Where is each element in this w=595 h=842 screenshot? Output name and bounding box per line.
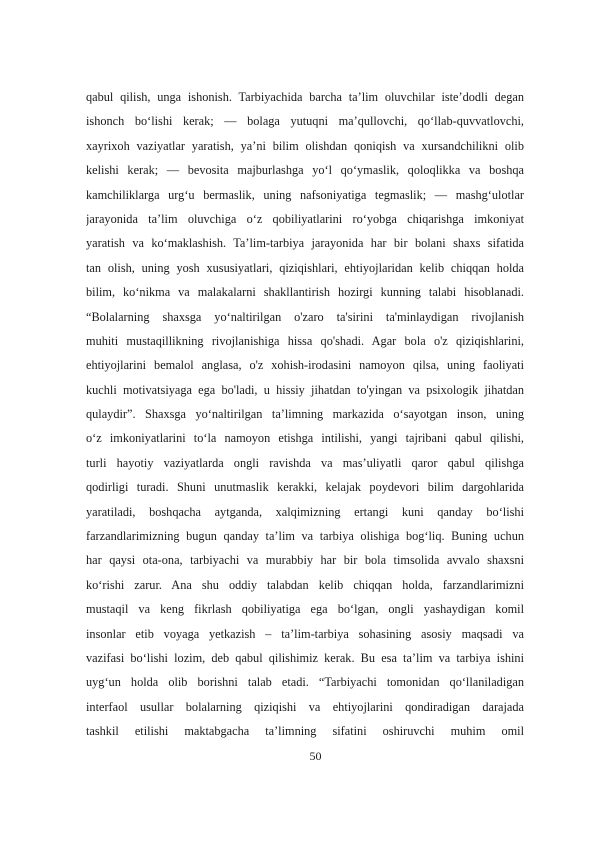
- text-line: turli hayotiy vaziyatlarda ongli ravishda va mas’uliyatli qaror qabul qilishga: [86, 455, 524, 470]
- text-line: qodirligi turadi. Shuni unutmaslik kerakki, kelajak poydevori bilim dargohlarida: [86, 480, 524, 495]
- text-line: mustaqil va keng fikrlash qobiliyatiga ega bo‘lgan, ongli yashaydigan komil: [86, 602, 524, 617]
- text-line: xayrixoh vaziyatlar yaratish, ya’ni bilim olishdan qoniqish va xursandchilikni olib: [86, 138, 524, 153]
- text-line: kuchli motivatsiyaga ega bo'ladi, u hissiy jihatdan to'yingan va psixologik jihatdan: [86, 382, 524, 397]
- text-line: kamchiliklarga urg‘u bermaslik, uning nafsoniyatiga tegmaslik; — mashg‘ulotlar: [86, 187, 524, 202]
- text-line: bilim, ko‘nikma va malakalarni shakllantirish hozirgi kunning talabi hisoblanadi.: [86, 285, 524, 300]
- text-line: ko‘rishi zarur. Ana shu oddiy talabdan kelib chiqqan holda, farzandlarimizni: [86, 577, 524, 592]
- text-line: interfaol usullar bolalarning qiziqishi va ehtiyojlarini qondiradigan darajada: [86, 699, 524, 714]
- text-line: insonlar etib voyaga yetkazish – ta’lim-tarbiya sohasining asosiy maqsadi va: [86, 626, 524, 641]
- text-line: qulaydir”. Shaxsga yo‘naltirilgan ta’limning markazida o‘sayotgan inson, uning: [86, 407, 524, 422]
- text-line: tan olish, uning yosh xususiyatlari, qiziqishlari, ehtiyojlaridan kelib chiqqan holda: [86, 260, 524, 275]
- text-line: tashkil etilishi maktabgacha ta’limning sifatini oshiruvchi muhim omil: [86, 724, 524, 739]
- text-line: yaratiladi, boshqacha aytganda, xalqimizning ertangi kuni qanday bo‘lishi: [86, 504, 524, 519]
- text-line: vazifasi bo‘lishi lozim, deb qabul qilishimiz kerak. Bu esa ta’lim va tarbiya ishini: [86, 650, 524, 665]
- text-line: uyg‘un holda olib borishni talab etadi. “Tarbiyachi tomonidan qo‘llaniladigan: [86, 675, 524, 690]
- page-number: 50: [309, 749, 322, 763]
- text-line: muhiti mustaqillikning rivojlanishiga hissa qo'shadi. Agar bola o'z qiziqishlarini,: [86, 333, 524, 348]
- text-line: kelishi kerak; — bevosita majburlashga yo‘l qo‘ymaslik, qoloqlikka va boshqa: [86, 163, 524, 178]
- text-line: ehtiyojlarini bemalol anglasa, o'z xohish-irodasini namoyon qilsa, uning faoliyati: [86, 358, 524, 373]
- text-line: farzandlarimizning bugun qanday ta’lim va tarbiya olishiga bog‘liq. Buning uchun: [86, 529, 524, 544]
- text-line: jarayonida ta’lim oluvchiga o‘z qobiliyatlarini ro‘yobga chiqarishga imkoniyat: [86, 211, 524, 226]
- body-text: [86, 85, 524, 744]
- text-line: yaratish va ko‘maklashish. Ta’lim-tarbiya jarayonida har bir bolani shaxs sifatida: [86, 236, 524, 251]
- text-line: “Bolalarning shaxsga yo‘naltirilgan o'zaro ta'sirini ta'minlaydigan rivojlanish: [86, 309, 524, 324]
- text-line: o‘z imkoniyatlarini to‘la namoyon etishga intilishi, yangi tajribani qabul qilishi,: [86, 431, 524, 446]
- text-line: har qaysi ota-ona, tarbiyachi va murabbiy har bir bola timsolida avvalo shaxsni: [86, 553, 524, 568]
- text-line: qabul qilish, unga ishonish. Tarbiyachida barcha ta’lim oluvchilar iste’dodli degan: [86, 90, 524, 104]
- text-line: ishonch bo‘lishi kerak; — bolaga yutuqni ma’qullovchi, qo‘llab-quvvatlovchi,: [86, 114, 524, 129]
